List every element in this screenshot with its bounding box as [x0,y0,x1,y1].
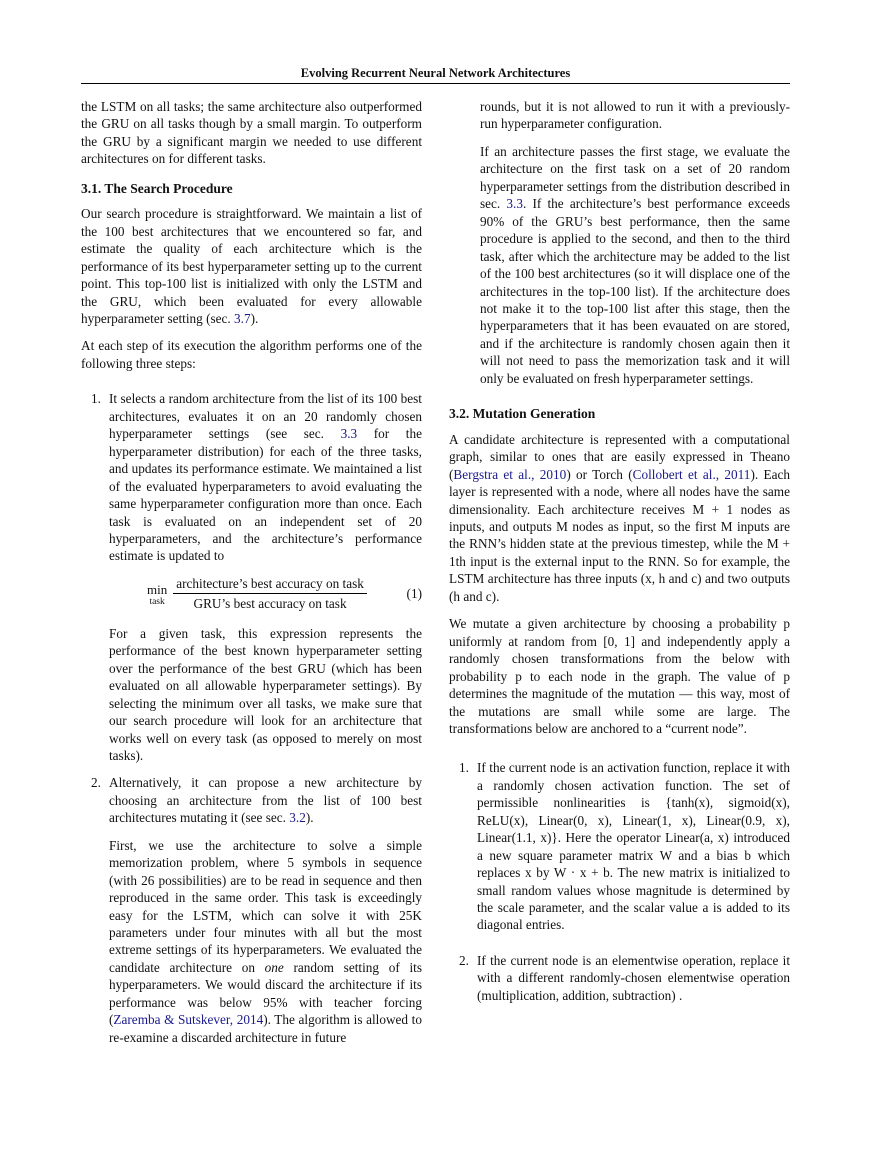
fraction-denominator: GRU’s best accuracy on task [193,596,347,612]
section-link-3-7[interactable]: 3.7 [234,310,251,326]
emphasis-one: one [264,959,284,975]
steps-list [81,390,422,1046]
paragraph-computational-graph [449,431,790,606]
min-symbol: min [147,581,168,597]
text-span: Our search procedure is straightforward. We maintain a list of the 100 best architectures that we encountered so far, and estimate the quality of each architecture which is the performance of its best hyperparameter setting up to the current point. This top-100 list is initialized with only the LSTM and the GRU, which been evaluated for every allowable hyperparameter setting (sec. [81,206,422,326]
equation-1 [109,575,422,613]
mutation-list [449,759,790,1004]
fraction-numerator: architecture’s best accuracy on task [173,575,367,594]
paragraph-steps-intro: At each step of its execution the algorithm performs one of the following three steps: [81,338,422,371]
paragraph-continuation: rounds, but it is not allowed to run it with a previously-run hyperparameter configuration. [480,99,790,132]
list-item-step-2 [81,774,422,1046]
list-item-step-1 [81,390,422,764]
citation-bergstra[interactable]: Bergstra et al., 2010 [453,466,567,482]
section-heading-search-procedure: 3.1. The Search Procedure [81,180,233,196]
list-number: 1. [91,391,101,407]
text-span: ). [250,310,259,326]
citation-zaremba[interactable]: Zaremba & Sutskever, 2014 [113,1012,264,1028]
paragraph-search-procedure [81,205,422,327]
list-number: 2. [459,952,469,968]
text-span: ). [305,810,314,826]
text-span: . If the architecture’s best performance exceeds 90% of the GRU’s best performance, then the same procedure is applied to the second, and then to the third task, after which the architecture may be added to the list of the 100 best architectures (so it will displace one of the architectures in the top-100 list). If the architecture does not make it to the top-100 list after this stage, then the hyperparameters that it has been evauated on are stored, and if the architecture is randomly chosen again then it will not need to pass the memorization task and it will only be evaluated on fresh hyperparameter settings. [480,196,790,386]
paragraph-first-stage [480,143,790,387]
list-number: 1. [459,760,469,776]
text-span: random setting of its hyperparameters. We would discard the architecture if its performance was below 95% with teacher forcing ( [109,959,422,1028]
paragraph-step-1 [109,390,422,565]
header-rule [81,83,790,84]
text-span: Alternatively, it can propose a new architecture by choosing an architecture from the list of 100 best architectures mutating it (see sec. [109,775,422,826]
list-item-mutation-1 [449,759,790,934]
list-item-mutation-2 [449,952,790,1004]
left-column [81,98,422,1056]
running-header: Evolving Recurrent Neural Network Architectures [300,66,571,80]
paragraph-mutation-elementwise: If the current node is an elementwise operation, replace it with a different randomly-chosen elementwise operation (multiplication, addition, subtraction) . [477,952,790,1003]
paragraph-memorization [109,837,422,1046]
text-span: for the hyperparameter distribution) for each of the three tasks, and updates its performance estimate. We maintained a list of the evaluated hyperparameters to avoid evaluating the same hyperparameter configuration more than once. Each task is evaluated on an independent set of 20 hyperparameters, and the architecture’s performance estimate is updated to [109,426,422,564]
text-span: A candidate architecture is represented with a computational graph, similar to ones that are easily expressed in Theano ( [449,431,790,482]
equation-min-operator [147,581,167,607]
paragraph-intro: the LSTM on all tasks; the same architecture also outperformed the GRU on all tasks though by a small margin. To outperform the GRU by a significant margin we needed to use different architectures on for different tasks. [81,99,422,167]
section-link-3-3[interactable]: 3.3 [506,196,523,212]
paragraph-step-1-explanation: For a given task, this expression represents the performance of the best known hyperparameter setting over the performance of the best GRU (which has been evaluated on all allowable hyperparameter settings). By selecting the minimum over all tasks, we make sure that our search procedure will look for an architecture that works well on every task (as opposed to merely on most tasks). [109,625,422,763]
text-span: If an architecture passes the first stage, we evaluate the architecture on the first task on a set of 20 random hyperparameter settings from the distribution described in sec. [480,143,790,212]
text-span: ) or Torch ( [566,466,633,482]
citation-collobert[interactable]: Collobert et al., 2011 [632,466,751,482]
paragraph-mutate: We mutate a given architecture by choosing a probability p uniformly at random from [0, 1] and independently apply a randomly chosen transformations from the below with probability p to each node in the graph. The value of p determines the magnitude of the mutation — this way, most of the mutations are small while some are large. The transformations below are anchored to a “current node”. [449,616,790,736]
equation-number: (1) [406,586,422,602]
right-column [449,98,790,1014]
text-span: ). The algorithm is allowed to re-examine a discarded architecture in future [109,1012,422,1045]
paragraph-mutation-activation: If the current node is an activation function, replace it with a randomly chosen activation function. The set of permissible nonlinearities is {tanh(x), sigmoid(x), ReLU(x), Linear(0, x), Linear(1, x), Linear(0.9, x), Linear(1.1, x)}. Here the operator Linear(a, x) introduced a new square parameter matrix W and a bias b which replaces x by W · x + b. The new matrix is initialized to small random values whose magnitude is determined by the scale parameter, and the scalar value a is added to its diagonal entries. [477,760,790,933]
section-link-3-3[interactable]: 3.3 [340,426,358,442]
text-span: ). Each layer is represented with a node, where all nodes have the same dimensionality. Each architecture receives M + 1 nodes as inputs, and outputs M nodes as input, so the first M inputs are the RNN’s hidden state at the previous timestep, while the M + 1th input is the external input to the RNN. So for example, the LSTM architecture has three inputs (x, h and c) and two outputs (h and c). [449,466,790,604]
equation-fraction [173,575,367,613]
list-number: 2. [91,775,101,791]
min-subscript: task [149,597,165,608]
text-span: First, we use the architecture to solve a simple memorization problem, where 5 symbols in sequence (with 26 possibilities) are to be read in sequence and then reproduced in the same order. This task is exceedingly easy for the LSTM, which can solve it with 25K parameters under four minutes with all but the most extreme settings of its hyperparameters. We evaluated the candidate architecture on [109,837,422,975]
text-span: It selects a random architecture from the list of its 100 best architectures, evaluates it on an 20 randomly chosen hyperparameter settings (see sec. [109,391,422,442]
paragraph-step-2 [109,774,422,826]
section-link-3-2[interactable]: 3.2 [289,810,306,826]
section-heading-mutation-generation: 3.2. Mutation Generation [449,406,596,422]
